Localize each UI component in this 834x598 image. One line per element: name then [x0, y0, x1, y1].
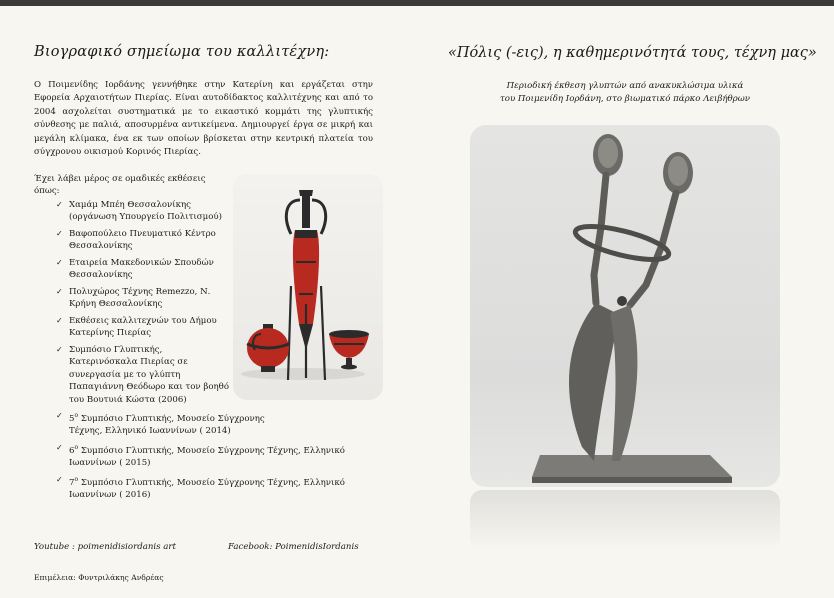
list-item: ✓ Συμπόσιο Γλυπτικής, Κατερινόσκαλα Πιερίας σε συνεργασία με το γλύπτη Παπαγιάννη Θεόδωρο και τον βοηθό του Βουτυιά Κώστα (2006): [56, 345, 229, 405]
sculpture-photo: [470, 125, 780, 487]
check-icon: ✓: [56, 287, 63, 296]
list-item: ✓ Χαμάμ Μπέη Θεσσαλονίκης (οργάνωση Υπουργείο Πολιτισμού): [56, 200, 222, 223]
list-item: ✓ $6^o$ Συμπόσιο Γλυπτικής, Μουσείο Σύγχρονης Τέχνης, Ελληνικό Ιωαννίνων ( 2015): [56, 443, 345, 469]
list-item: ✓ Εκθέσεις καλλιτεχνών του Δήμου Κατερίνης Πιερίας: [56, 316, 217, 339]
check-icon: ✓: [56, 316, 63, 325]
list-item: ✓ Βαφοπούλειο Πνευματικό Κέντρο Θεσσαλονίκης: [56, 229, 216, 252]
list-item: ✓ Εταιρεία Μακεδονικών Σπουδών Θεσσαλονίκης: [56, 258, 214, 281]
exhibition-title: «Πόλις (-εις), η καθημερινότητά τους, τέχνη μας»: [448, 45, 817, 61]
bio-paragraph: Ο Ποιμενίδης Ιορδάνης γεννήθηκε στην Κατερίνη και εργάζεται στην Εφορεία Αρχαιοτήτων Πιερίας. Είναι αυτοδίδακτος καλλιτέχνης και από το 2004 ασχολείται συστηματικά με το εικαστικό κομμάτι της γλυπτικής σύνθεσης με παλιά, αποσυρμένα αντικείμενα. Δημιουργεί έργα σε μικρή και μεγάλη κλίμακα, ένα εκ των οποίων βρίσκεται στην κεντρική πλατεία του σύγχρονου οικισμού Κορινός Πιερίας.: [34, 80, 373, 158]
pivot-screw: [617, 296, 627, 306]
top-bar: [0, 0, 834, 6]
vases-illustration: [233, 174, 383, 400]
exhibition-subtitle: [455, 80, 795, 107]
check-icon: ✓: [56, 474, 63, 484]
check-icon: ✓: [56, 229, 63, 238]
bowl: [329, 330, 369, 370]
credit: Επιμέλεια: Φυντριλάκης Ανδρέας: [34, 573, 164, 582]
check-icon: ✓: [56, 200, 63, 209]
exhibition-subtitle-line-1: Περιοδική έκθεση γλυπτών από ανακυκλώσιμα υλικά: [506, 81, 744, 91]
bio-title: Βιογραφικό σημείωμα του καλλιτέχνη:: [34, 44, 330, 60]
check-icon: ✓: [56, 345, 63, 354]
amphora: [286, 190, 325, 380]
small-vase: [247, 324, 289, 372]
sculpture-reflection: [470, 490, 780, 550]
vases-photo: [233, 174, 383, 400]
facebook-link[interactable]: Facebook: PoimenidisIordanis: [228, 542, 359, 552]
list-item: ✓ $7^o$ Συμπόσιο Γλυπτικής, Μουσείο Σύγχρονης Τέχνης, Ελληνικό Ιωαννίνων ( 2016): [56, 474, 345, 501]
right-figure: [610, 152, 693, 461]
sculpture-illustration: [470, 125, 780, 487]
exhibitions-intro: Έχει λάβει μέρος σε ομαδικές εκθέσεις όπως:: [34, 174, 206, 197]
arm-loop: [573, 220, 672, 267]
check-icon: ✓: [56, 443, 63, 453]
check-icon: ✓: [56, 258, 63, 267]
youtube-link[interactable]: Youtube : poimenidisiordanis art: [34, 542, 176, 552]
list-item: ✓ $5^o$ Συμπόσιο Γλυπτικής, Μουσείο Σύγχρονης Τέχνης, Ελληνικό Ιωαννίνων ( 2014): [56, 411, 265, 437]
check-icon: ✓: [56, 411, 63, 421]
exhibition-subtitle-line-2: του Ποιμενίδη Ιορδάνη, στο βιωματικό πάρκο Λειβήθρων: [500, 94, 750, 105]
list-item: ✓ Πολυχώρος Τέχνης Remezzo, Ν. Κρήνη Θεσσαλονίκης: [56, 287, 211, 310]
